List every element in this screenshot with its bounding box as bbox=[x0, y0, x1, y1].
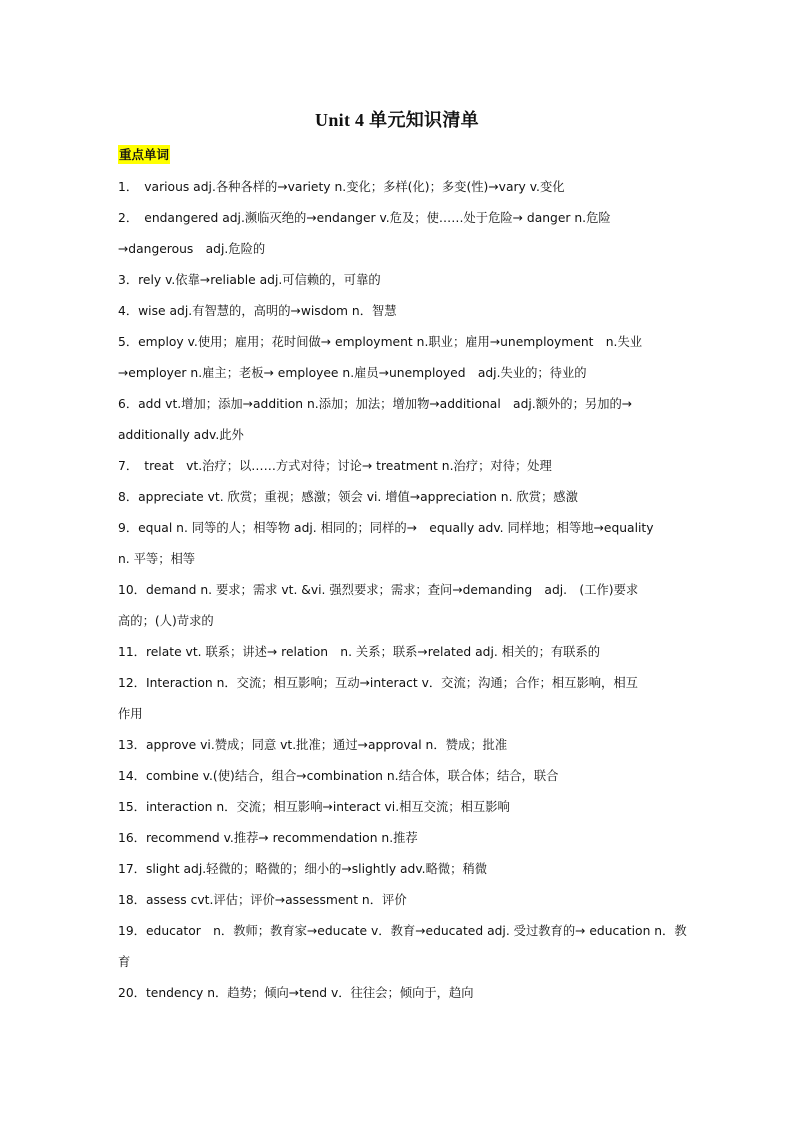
vocab-line: 8．appreciate vt. 欣赏；重视；感激；领会 vi. 增值→appreciation n. 欣赏；感激 bbox=[118, 490, 578, 504]
vocab-line: 高的；(人)苛求的 bbox=[118, 614, 214, 628]
vocab-line: 1． various adj.各种各样的→variety n.变化；多样(化)；多变(性)→vary v.变化 bbox=[118, 180, 565, 194]
vocab-line: 18．assess cvt.评估；评价→assessment n．评价 bbox=[118, 893, 407, 907]
vocab-line: 2． endangered adj.濒临灭绝的→endanger v.危及；使……处于危险→ danger n.危险 bbox=[118, 211, 611, 225]
vocab-line: →dangerous adj.危险的 bbox=[118, 242, 266, 256]
vocab-line: 4．wise adj.有智慧的，高明的→wisdom n．智慧 bbox=[118, 304, 397, 318]
vocab-line: 20．tendency n．趋势；倾向→tend v．往往会；倾向于，趋向 bbox=[118, 986, 474, 1000]
vocab-line: 11．relate vt. 联系；讲述→ relation n. 关系；联系→related adj. 相关的；有联系的 bbox=[118, 645, 601, 659]
page-title: Unit 4 单元知识清单 bbox=[315, 110, 479, 130]
vocab-line: 17．slight adj.轻微的；略微的；细小的→slightly adv.略微；稍微 bbox=[118, 862, 488, 876]
vocab-line: 10．demand n. 要求；需求 vt. &vi. 强烈要求；需求；查问→demanding adj. (工作)要求 bbox=[118, 583, 639, 597]
vocab-line: additionally adv.此外 bbox=[118, 428, 244, 442]
vocab-line: 育 bbox=[118, 955, 131, 969]
section-label-highlighted: 重点单词 bbox=[119, 147, 170, 162]
vocab-line: 13．approve vi.赞成；同意 vt.批准；通过→approval n．赞成；批准 bbox=[118, 738, 508, 752]
vocab-line: 15．interaction n．交流；相互影响→interact vi.相互交流；相互影响 bbox=[118, 800, 510, 814]
vocab-line: 7． treat vt.治疗；以……方式对待；讨论→ treatment n.治疗；对待；处理 bbox=[118, 459, 552, 473]
vocab-line: 14．combine v.(使)结合，组合→combination n.结合体，联合体；结合，联合 bbox=[118, 769, 559, 783]
vocab-line: 6．add vt.增加；添加→addition n.添加；加法；增加物→additional adj.额外的；另加的→ bbox=[118, 397, 633, 411]
vocab-line: 19．educator n．教师；教育家→educate v．教育→educated adj. 受过教育的→ education n．教 bbox=[118, 924, 687, 938]
vocab-line: 9．equal n. 同等的人；相等物 adj. 相同的；同样的→ equally adv. 同样地；相等地→equality bbox=[118, 521, 654, 535]
vocab-line: 16．recommend v.推荐→ recommendation n.推荐 bbox=[118, 831, 418, 845]
vocab-line: n. 平等；相等 bbox=[118, 552, 196, 566]
vocab-line: 3．rely v.依靠→reliable adj.可信赖的，可靠的 bbox=[118, 273, 381, 287]
vocab-line: 12．Interaction n．交流；相互影响；互动→interact v．交流；沟通；合作；相互影响，相互 bbox=[118, 676, 638, 690]
vocabulary-list bbox=[118, 172, 698, 1009]
vocab-line: 作用 bbox=[118, 707, 143, 721]
vocab-line: 5．employ v.使用；雇用；花时间做→ employment n.职业；雇用→unemployment n.失业 bbox=[118, 335, 643, 349]
vocab-line: →employer n.雇主；老板→ employee n.雇员→unemployed adj.失业的；待业的 bbox=[118, 366, 587, 380]
